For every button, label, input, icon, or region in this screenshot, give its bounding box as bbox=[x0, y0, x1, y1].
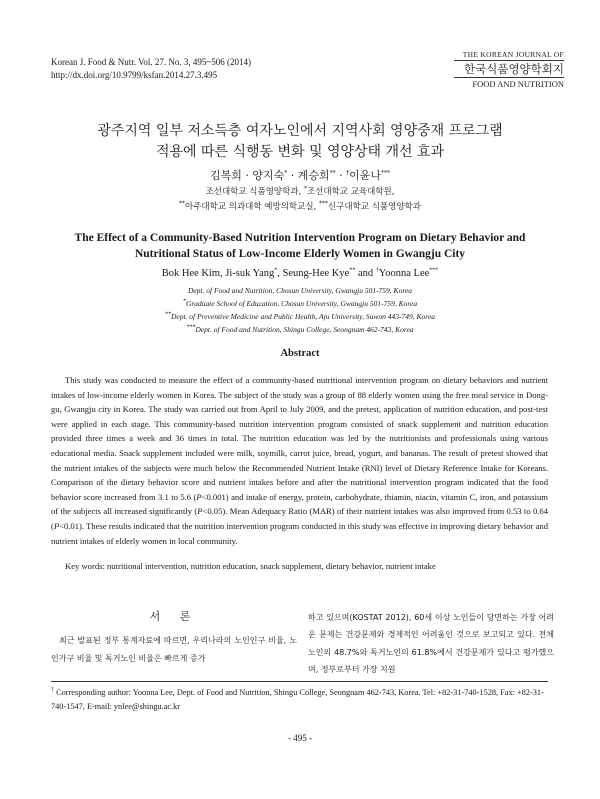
author-conjunction: and bbox=[355, 268, 376, 279]
p-value-symbol: P bbox=[197, 506, 203, 517]
affiliation-mark: ** bbox=[329, 169, 336, 177]
author-name: Bok Hee Kim, Ji-suk Yang bbox=[161, 268, 275, 279]
author-separator: · bbox=[241, 169, 253, 182]
author-name: 계승희 bbox=[297, 169, 330, 182]
title-korean-line2: 적용에 따른 식행동 변화 및 영양상태 개선 효과 bbox=[155, 144, 445, 160]
journal-name-en-bottom: FOOD AND NUTRITION bbox=[454, 77, 564, 89]
affiliation-text: Graduate School of Education, Chosun University, Gwangju 501-759, Korea bbox=[185, 299, 418, 308]
journal-name-en-top: THE KOREAN JOURNAL OF bbox=[454, 50, 564, 61]
abstract-text: This study was conducted to measure the effect of a community-based nutritional intervention program on dietary behaviors and nutrient intakes of low-income elderly women in Korea. The subject of the study was a group of 88 elderly women using the free meal service in Dong-gu, Gwangju city in Korea. The study was carried out from April to July 2009, and the pretest, application of nutrition education, and post-test were applied in each stage. This community-based nutrition intervention program consisted of snack supplement and nutrition education provided three times a week and 36 times in total. The nutrition education was led by the nutritionists and professionals using various educational media. Snack supplement included were milk, soymilk, carrot juice, bread, yogurt, and bananas. The result of pretest showed that the nutrient intakes of the subjects were much below the Recommended Nutrient Intake (RNI) level of Dietary Reference Intake for Koreans. Comparison of the dietary behavior score and nutrient intakes before and after the nutritional intervention program indicated that the food behavior score increased from 3.1 to 5.6 ( bbox=[51, 375, 548, 502]
title-korean bbox=[0, 121, 600, 163]
affiliation-line bbox=[0, 323, 600, 336]
author-name: 양지숙 bbox=[252, 169, 285, 182]
title-english bbox=[40, 230, 560, 262]
body-paragraph: 최근 발표된 정부 통계자료에 따르면, 우리나라의 노인인구 비율, 노인가구 비율 및 독거노인 비율은 빠르게 증가 bbox=[51, 636, 297, 663]
affiliation-line: Dept. of Food and Nutrition, Chosun University, Gwangju 501-759, Korea bbox=[187, 286, 413, 295]
corresponding-author-footnote bbox=[51, 686, 548, 714]
body-paragraph: 하고 있으며(KOSTAT 2012), 60세 이상 노인들이 당면하는 가장 어려운 문제는 건강문제와 경제적인 어려움인 것으로 보고되고 있다. 전체 노인의 48.7%와 독거노인의 61.8%에서 건강문제가 있다고 평가했으며, 정부로부터 가장 지원 bbox=[308, 613, 554, 675]
author-name: 이윤나 bbox=[349, 169, 382, 182]
corresponding-mark: † bbox=[375, 267, 379, 274]
affiliation-line bbox=[0, 185, 600, 200]
affiliation-text: Dept. of Food and Nutrition, Shingu College, Seongnam 462-743, Korea bbox=[195, 325, 414, 334]
affiliation-mark: * bbox=[303, 185, 307, 193]
affiliation-mark: ** bbox=[164, 311, 171, 318]
author-name: 김복희 bbox=[209, 169, 242, 182]
author-name: Yoonna Lee bbox=[378, 268, 430, 279]
affiliation-text: 아주대학교 의과대학 예방의학교실, bbox=[184, 202, 319, 212]
keywords: Key words: nutritional intervention, nutrition education, snack supplement, dietary behavior, nutrient intake bbox=[65, 561, 436, 571]
abstract-text: <0.001) and intake of energy, protein, carbohydrate, thiamin, niacin, vitamin C, iron, and potassium of the subjects all increased significantly ( bbox=[51, 491, 548, 517]
title-english-line1: The Effect of a Community-Based Nutrition Intervention Program on Dietary Behavior and bbox=[74, 232, 526, 244]
abstract-heading: Abstract bbox=[280, 348, 320, 359]
doi-link[interactable]: http://dx.doi.org/10.9799/ksfan.2014.27.3.495 bbox=[51, 70, 218, 80]
affiliations-korean bbox=[0, 185, 600, 215]
author-name: , Seung-Hee Kye bbox=[277, 268, 350, 279]
p-value-symbol: P bbox=[196, 491, 202, 502]
affiliation-mark: *** bbox=[429, 267, 439, 274]
affiliation-mark: *** bbox=[318, 200, 328, 208]
citation-header bbox=[51, 56, 251, 82]
corresponding-mark: † bbox=[346, 169, 350, 177]
affiliation-mark: * bbox=[182, 298, 186, 305]
journal-logo bbox=[454, 50, 564, 89]
affiliation-mark: ** bbox=[178, 200, 185, 208]
affiliation-text: 조선대학교 식품영양학과, bbox=[205, 187, 304, 197]
journal-name-ko: 한국식품영양학회지 bbox=[464, 62, 564, 76]
section-heading-introduction: 서 론 bbox=[149, 610, 199, 623]
page-number: - 495 - bbox=[288, 733, 312, 743]
journal-citation: Korean J. Food & Nutr. Vol. 27. No. 3, 495~506 (2014) bbox=[51, 57, 252, 67]
footnote-divider bbox=[51, 681, 548, 682]
affiliations-english bbox=[0, 284, 600, 336]
authors-korean bbox=[0, 167, 600, 183]
affiliation-line bbox=[0, 310, 600, 323]
affiliation-line bbox=[0, 297, 600, 310]
affiliation-line bbox=[0, 200, 600, 215]
p-value-symbol: P bbox=[53, 520, 60, 531]
affiliation-mark: ** bbox=[349, 267, 356, 274]
footnote-text: Corresponding author: Yoonna Lee, Dept. of Food and Nutrition, Shingu College, Seongnam 462-743, Korea. Tel: +82-31-740-1528, Fax: +82-31-740-1547, E-mail: ynlee@shingu.ac.kr bbox=[51, 688, 544, 711]
abstract-text: <0.05). Mean Adequacy Ratio (MAR) of their nutrient intakes was also improved from 0.53 to 0.64 ( bbox=[51, 506, 549, 531]
body-column-left bbox=[51, 608, 297, 667]
affiliation-mark: * bbox=[274, 267, 278, 274]
authors-english bbox=[0, 268, 600, 279]
abstract-body bbox=[51, 373, 548, 548]
corresponding-mark: † bbox=[51, 687, 54, 694]
affiliation-text: 조선대학교 교육대학원, bbox=[306, 187, 395, 197]
title-korean-line1: 광주지역 일부 저소득층 여자노인에서 지역사회 영양중재 프로그램 bbox=[97, 123, 503, 139]
affiliation-mark: *** bbox=[186, 324, 196, 331]
author-separator: · bbox=[335, 169, 347, 182]
abstract-text: <0.01). These results indicated that the nutrition intervention program conducted in this study was effective in improving dietary behavior and nutrient intakes of elderly women in local community. bbox=[51, 520, 548, 546]
title-english-line2: Nutritional Status of Low-Income Elderly Women in Gwangju City bbox=[134, 248, 466, 260]
affiliation-mark: *** bbox=[381, 169, 391, 177]
body-column-right bbox=[308, 609, 554, 679]
affiliation-text: Dept. of Preventive Medicine and Public Health, Aju University, Suwon 443-749, Korea bbox=[170, 312, 436, 321]
author-separator: · bbox=[287, 169, 298, 182]
affiliation-mark: * bbox=[284, 169, 288, 177]
affiliation-text: 신구대학교 식품영양학과 bbox=[327, 202, 421, 212]
